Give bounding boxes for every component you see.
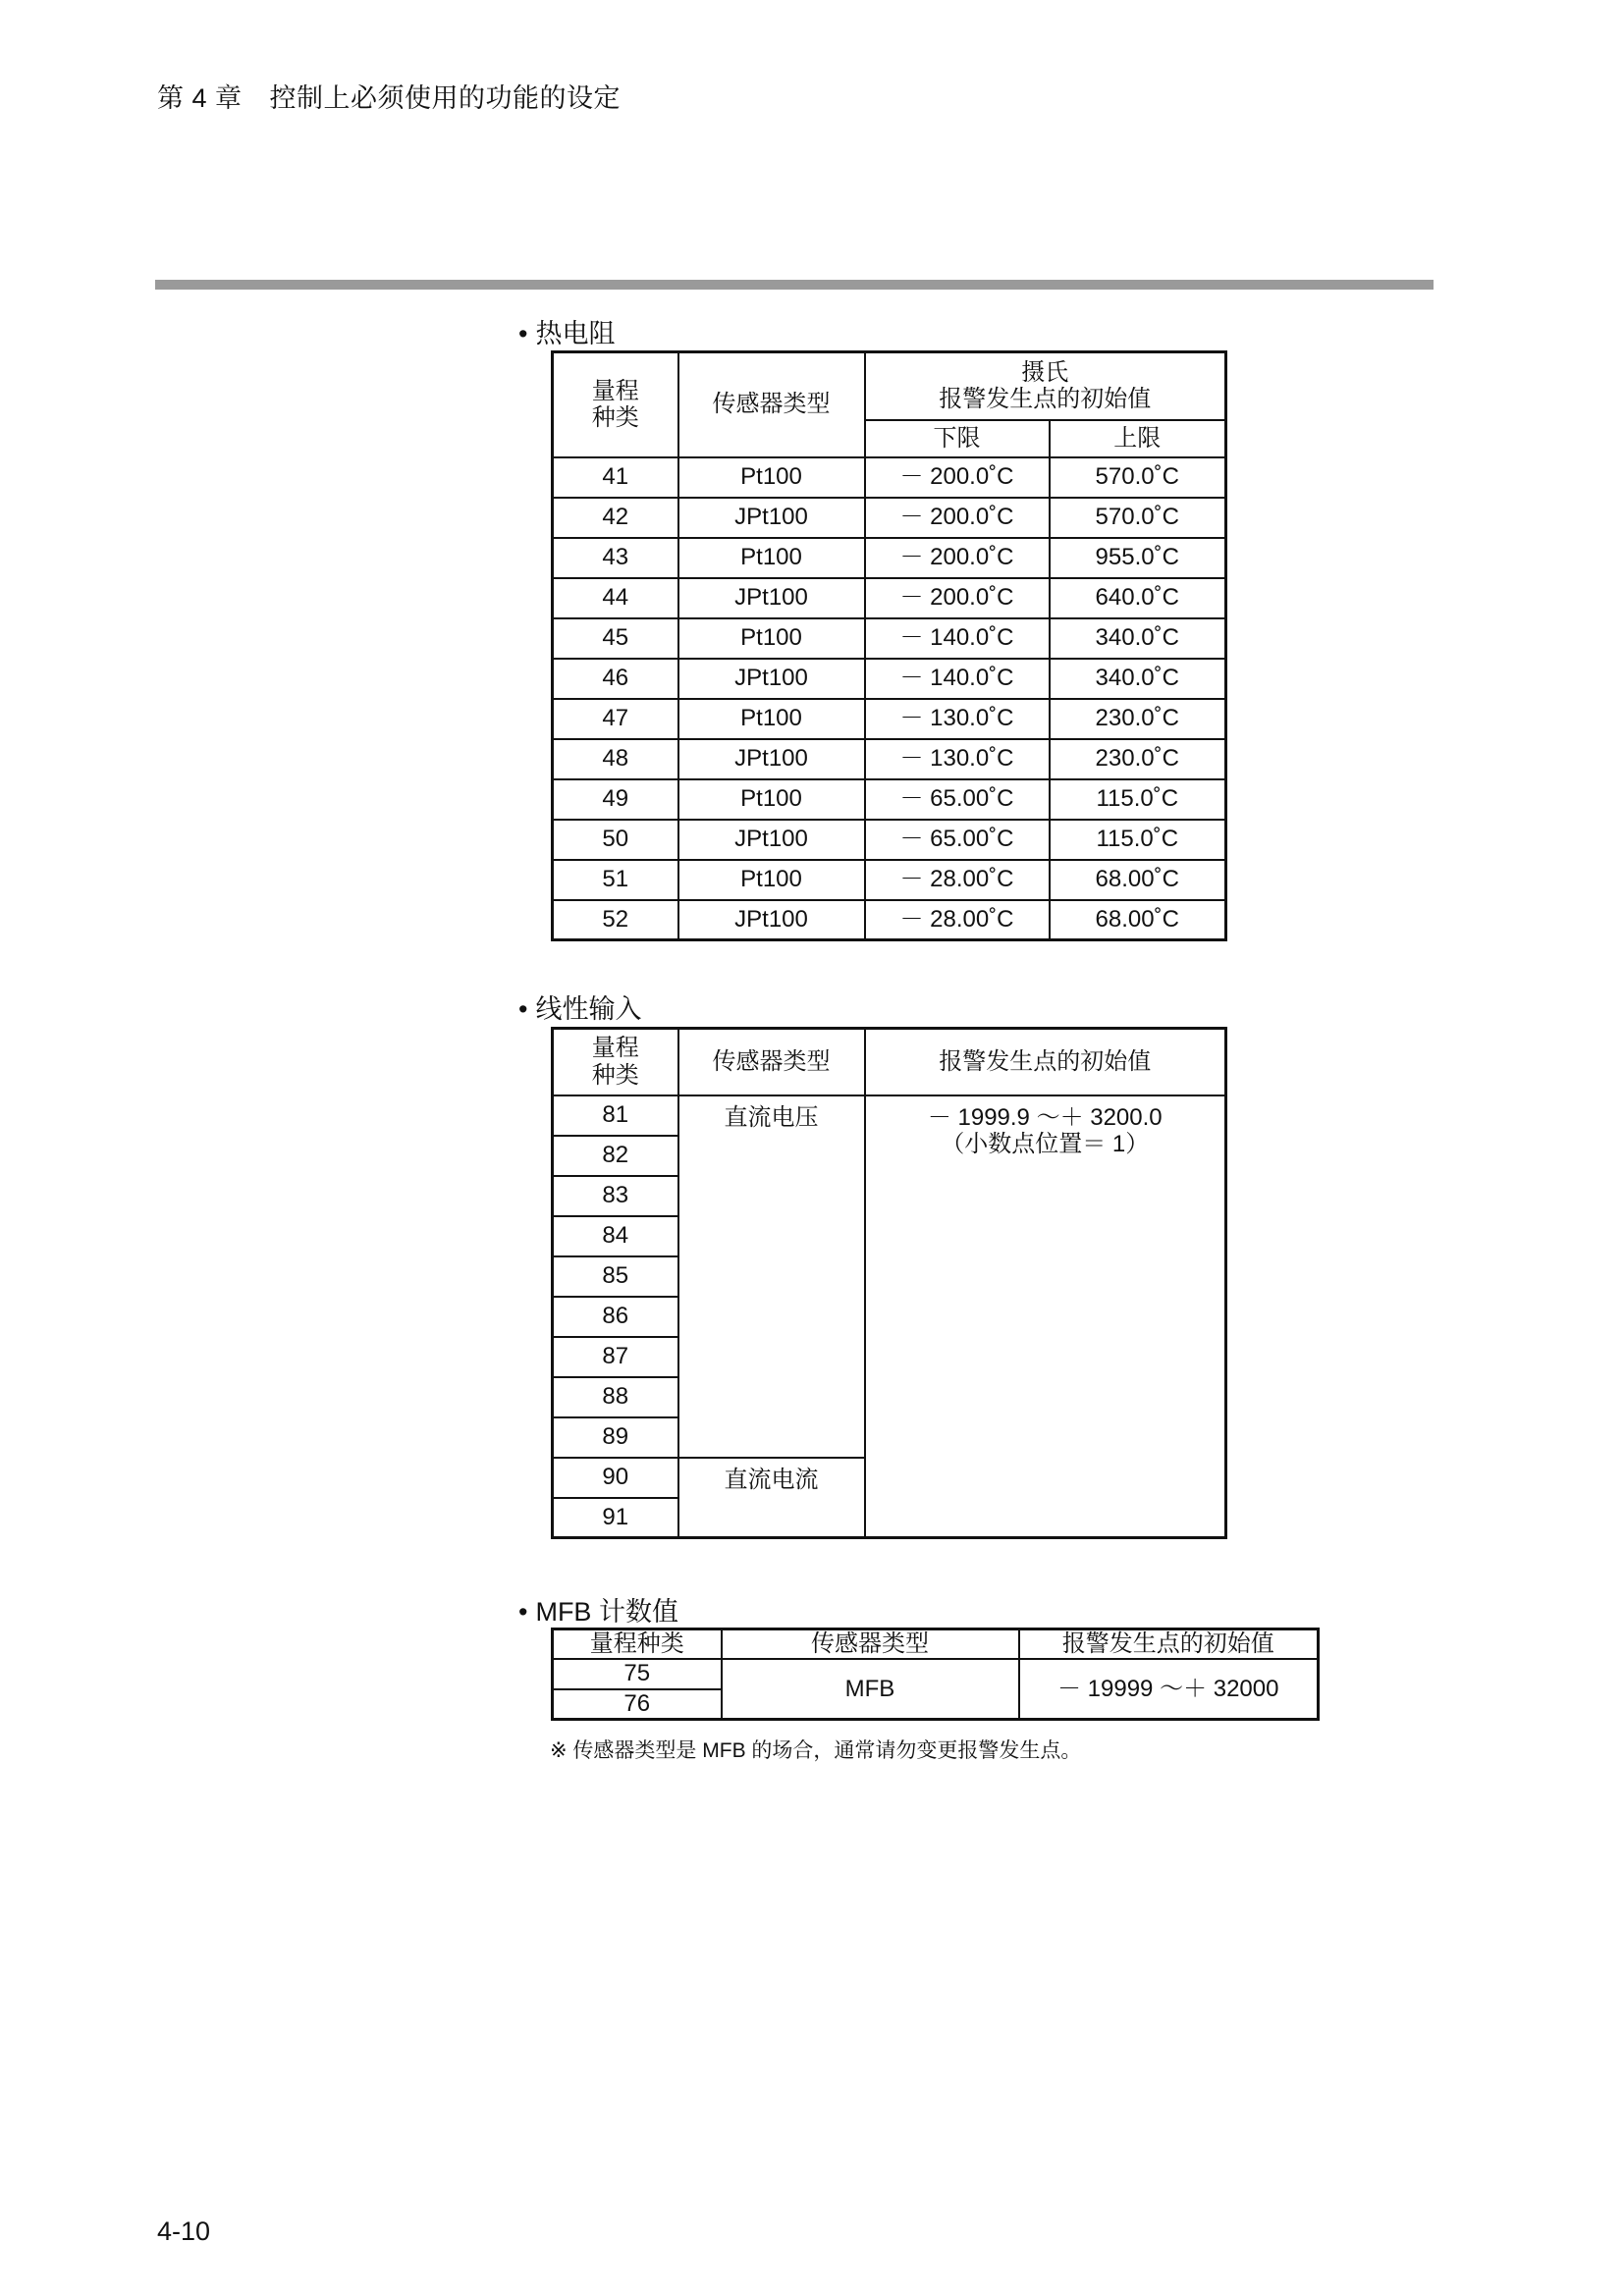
linear-cell-range: 89 <box>553 1417 678 1458</box>
rtd-cell-sensor: Pt100 <box>678 538 865 578</box>
rtd-row <box>553 739 1226 779</box>
rtd-table <box>551 350 1227 941</box>
rtd-cell-high: 115.0˚C <box>1050 820 1226 860</box>
rtd-cell-range: 42 <box>553 498 678 538</box>
linear-cell-alarm <box>865 1095 1226 1538</box>
rtd-cell-sensor: JPt100 <box>678 900 865 940</box>
rtd-cell-low: － 200.0˚C <box>865 538 1050 578</box>
linear-cell-range: 84 <box>553 1216 678 1256</box>
rtd-row <box>553 820 1226 860</box>
section-divider <box>155 280 1434 290</box>
rtd-cell-sensor: JPt100 <box>678 820 865 860</box>
rtd-cell-low: － 28.00˚C <box>865 900 1050 940</box>
rtd-cell-range: 45 <box>553 618 678 659</box>
rtd-row <box>553 779 1226 820</box>
rtd-row <box>553 498 1226 538</box>
rtd-cell-range: 44 <box>553 578 678 618</box>
rtd-cell-low: － 130.0˚C <box>865 739 1050 779</box>
rtd-cell-high: 230.0˚C <box>1050 739 1226 779</box>
rtd-cell-range: 51 <box>553 860 678 900</box>
linear-cell-range: 82 <box>553 1136 678 1176</box>
linear-head-sensor: 传感器类型 <box>678 1029 865 1095</box>
rtd-head-alarm: 摄氏 报警发生点的初始值 <box>865 352 1226 420</box>
rtd-cell-sensor: Pt100 <box>678 618 865 659</box>
rtd-row <box>553 457 1226 498</box>
rtd-row <box>553 538 1226 578</box>
mfb-note: ※ 传感器类型是 MFB 的场合，通常请勿变更报警发生点。 <box>550 1739 1082 1762</box>
linear-table <box>551 1027 1227 1539</box>
rtd-row <box>553 699 1226 739</box>
rtd-cell-sensor: Pt100 <box>678 779 865 820</box>
linear-cell-range: 85 <box>553 1256 678 1297</box>
rtd-row <box>553 578 1226 618</box>
rtd-section-title: • 热电阻 <box>518 319 616 348</box>
mfb-head-sensor: 传感器类型 <box>722 1629 1019 1659</box>
mfb-sensor-cell: MFB <box>722 1659 1019 1720</box>
rtd-cell-high: 68.00˚C <box>1050 860 1226 900</box>
rtd-cell-high: 640.0˚C <box>1050 578 1226 618</box>
rtd-head-low: 下限 <box>865 420 1050 457</box>
rtd-cell-high: 955.0˚C <box>1050 538 1226 578</box>
rtd-cell-low: － 28.00˚C <box>865 860 1050 900</box>
mfb-table <box>551 1628 1320 1721</box>
rtd-cell-high: 340.0˚C <box>1050 659 1226 699</box>
rtd-cell-sensor: JPt100 <box>678 498 865 538</box>
rtd-cell-range: 52 <box>553 900 678 940</box>
rtd-cell-high: 115.0˚C <box>1050 779 1226 820</box>
rtd-cell-range: 50 <box>553 820 678 860</box>
rtd-cell-range: 46 <box>553 659 678 699</box>
page-number: 4-10 <box>157 2216 211 2246</box>
rtd-row <box>553 618 1226 659</box>
rtd-cell-sensor: JPt100 <box>678 739 865 779</box>
rtd-cell-low: － 140.0˚C <box>865 618 1050 659</box>
linear-alarm-range: － 1999.9 ～＋ 3200.0 <box>927 1103 1163 1131</box>
rtd-row <box>553 860 1226 900</box>
linear-cell-range: 87 <box>553 1337 678 1377</box>
rtd-cell-low: － 200.0˚C <box>865 457 1050 498</box>
rtd-cell-low: － 65.00˚C <box>865 820 1050 860</box>
rtd-cell-sensor: Pt100 <box>678 860 865 900</box>
linear-cell-range: 88 <box>553 1377 678 1417</box>
rtd-cell-sensor: Pt100 <box>678 699 865 739</box>
mfb-section-title: • MFB 计数值 <box>518 1597 678 1627</box>
rtd-cell-range: 43 <box>553 538 678 578</box>
rtd-cell-high: 570.0˚C <box>1050 498 1226 538</box>
bullet-icon: • <box>518 319 528 348</box>
linear-alarm-note: （小数点位置＝ 1） <box>941 1131 1150 1158</box>
linear-body <box>553 1095 1226 1538</box>
rtd-cell-low: － 140.0˚C <box>865 659 1050 699</box>
bullet-icon: • <box>518 1597 528 1627</box>
chapter-title: 控制上必须使用的功能的设定 <box>269 83 622 113</box>
linear-cell-sensor-current: 直流电流 <box>678 1458 865 1538</box>
rtd-head-high: 上限 <box>1050 420 1226 457</box>
rtd-cell-high: 570.0˚C <box>1050 457 1226 498</box>
rtd-row <box>553 659 1226 699</box>
linear-cell-range: 86 <box>553 1297 678 1337</box>
rtd-cell-low: － 200.0˚C <box>865 578 1050 618</box>
mfb-range-cell: 76 <box>553 1689 722 1720</box>
rtd-cell-range: 49 <box>553 779 678 820</box>
mfb-alarm-cell: － 19999 ～＋ 32000 <box>1019 1659 1319 1720</box>
bullet-icon: • <box>518 994 528 1024</box>
chapter-number: 第 4 章 <box>157 83 243 113</box>
rtd-cell-low: － 65.00˚C <box>865 779 1050 820</box>
rtd-cell-low: － 200.0˚C <box>865 498 1050 538</box>
chapter-header <box>157 77 621 115</box>
linear-cell-range: 81 <box>553 1095 678 1136</box>
rtd-cell-sensor: JPt100 <box>678 578 865 618</box>
mfb-range-cell: 75 <box>553 1659 722 1689</box>
rtd-cell-range: 47 <box>553 699 678 739</box>
linear-head-range: 量程 种类 <box>553 1029 678 1095</box>
linear-section-title: • 线性输入 <box>518 994 642 1024</box>
linear-row <box>553 1095 1226 1136</box>
linear-cell-range: 83 <box>553 1176 678 1216</box>
rtd-row <box>553 900 1226 940</box>
rtd-head-range: 量程 种类 <box>553 352 678 457</box>
rtd-cell-low: － 130.0˚C <box>865 699 1050 739</box>
rtd-cell-sensor: Pt100 <box>678 457 865 498</box>
rtd-cell-high: 230.0˚C <box>1050 699 1226 739</box>
rtd-body <box>553 457 1226 940</box>
linear-head-alarm: 报警发生点的初始值 <box>865 1029 1226 1095</box>
rtd-cell-range: 41 <box>553 457 678 498</box>
linear-cell-range: 90 <box>553 1458 678 1498</box>
linear-cell-sensor-voltage: 直流电压 <box>678 1095 865 1458</box>
rtd-cell-high: 68.00˚C <box>1050 900 1226 940</box>
rtd-cell-range: 48 <box>553 739 678 779</box>
linear-cell-range: 91 <box>553 1498 678 1538</box>
rtd-cell-high: 340.0˚C <box>1050 618 1226 659</box>
mfb-head-alarm: 报警发生点的初始值 <box>1019 1629 1319 1659</box>
rtd-cell-sensor: JPt100 <box>678 659 865 699</box>
rtd-head-sensor: 传感器类型 <box>678 352 865 457</box>
mfb-head-range: 量程种类 <box>553 1629 722 1659</box>
